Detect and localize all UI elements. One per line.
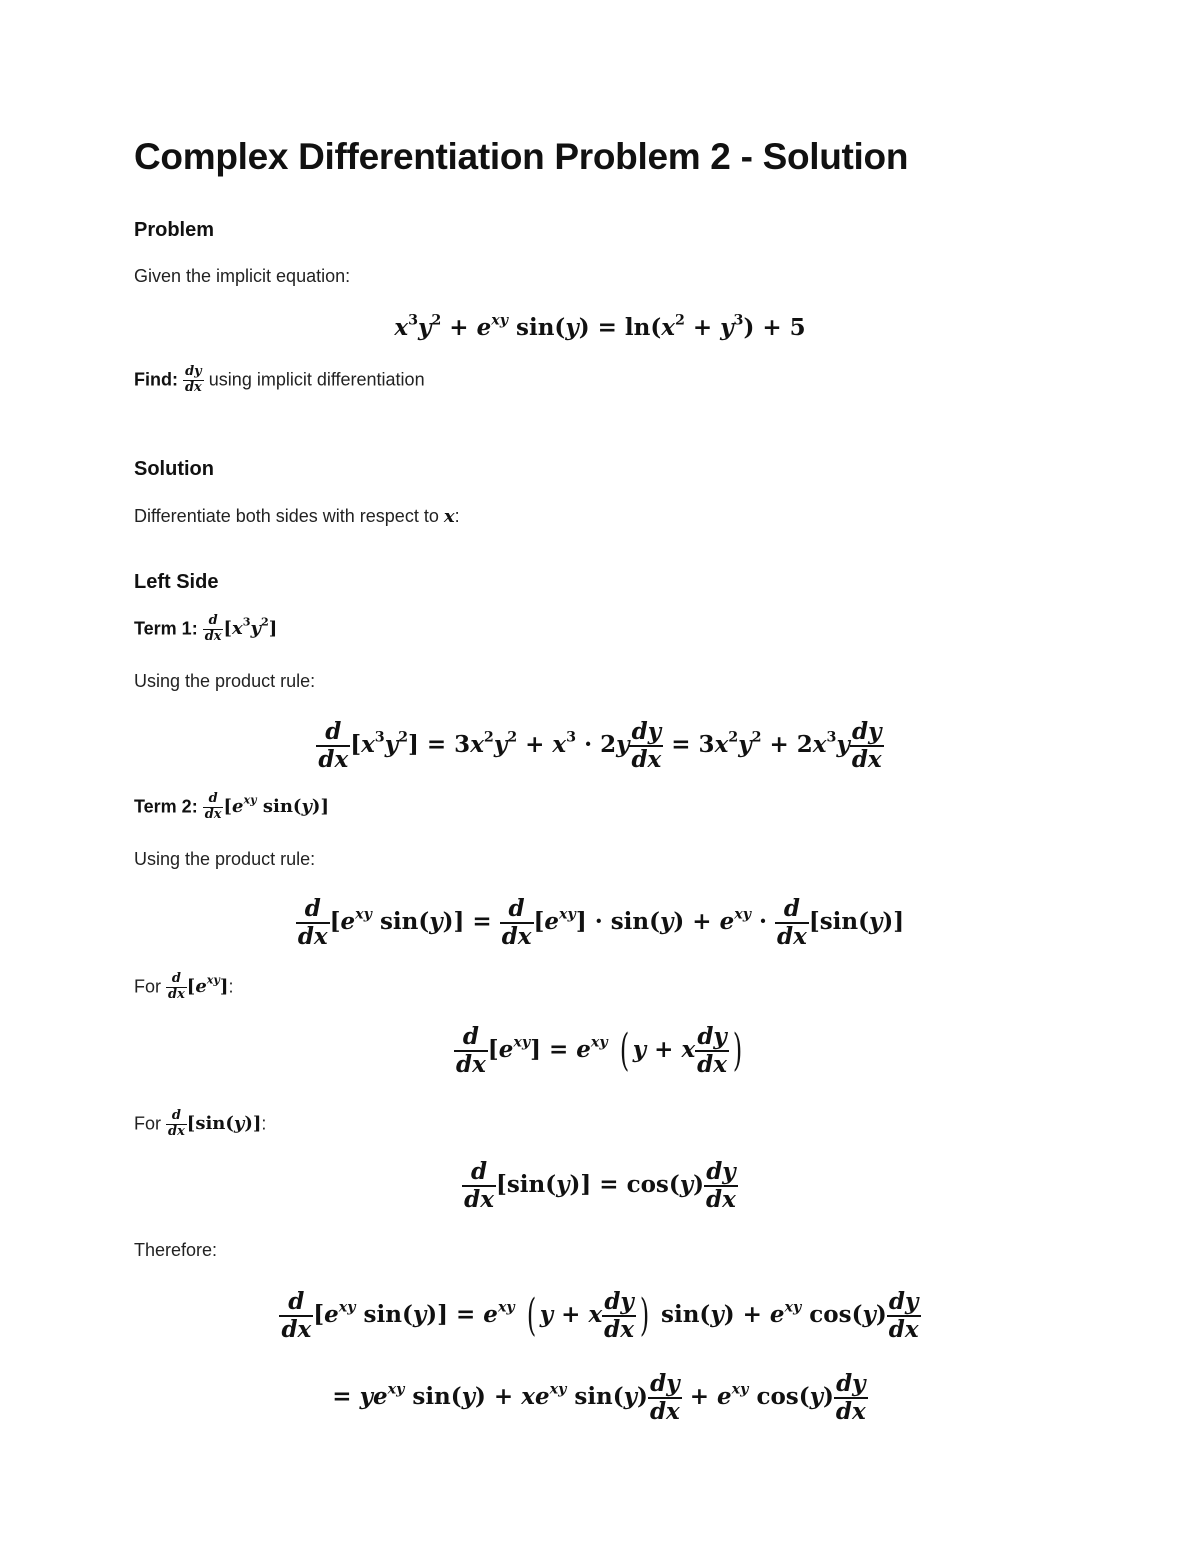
term2-line [134,793,329,822]
term2-product-rule-equation: $\frac{d}{dx}$ [$e^{xy}$ sin(y)] = $\frac{d}{dx}$ $[e^{xy}] \cdot \sin(y) + e^{xy}$ · $\frac{d}{dx}$ [sin(y)] [297,895,905,951]
for-siny-line [134,1110,266,1139]
solution-intro [134,506,460,527]
find-text: using implicit differentiation [208,369,425,390]
for-exy-line [134,973,233,1002]
implicit-equation: $x^3y^2 + e^{xy}$ $\sin(y) = \ln(x^2 + y^3) + 5$ [394,312,806,341]
term1-expression: $\frac{d}{dx}$ $[x^3y^2]$ [204,613,278,644]
find-line [134,366,425,395]
left-side-heading: Left Side [134,571,219,593]
page-title: Complex Differentiation Problem 2 - Solution [134,136,909,177]
term1-rule: Using the product rule: [134,671,316,691]
for-label-2: For [134,1113,161,1134]
for-siny-expression: $\frac{d}{dx}$ [sin(y)] [168,1108,262,1139]
problem-heading: Problem [134,219,215,241]
solution-intro-end: : [454,506,460,526]
exy-derivative-equation: $\frac{d}{dx}$ $[e^{xy}] = e^{xy}$ ( y + x $\frac{dy}{dx}$ ) [456,1023,743,1079]
term2-rule: Using the product rule: [134,849,316,869]
solution-heading: Solution [134,458,214,480]
term1-derivative-equation: $\frac{d}{dx}$ $[x^3y^2] = 3x^2y^2 + x^3 \cdot 2y$ $\frac{dy}{dx}$ = $3x^2y^2 + 2x^3y$ $\frac{dy}{dx}$ [318,718,882,774]
therefore-text: Therefore: [134,1240,218,1260]
find-label: Find: [134,369,178,390]
term1-label: Term 1: [134,618,198,639]
variable-x: x [443,506,455,527]
term2-expression: $\frac{d}{dx}$ [$e^{xy}$ sin(y)] [204,791,329,822]
term1-line [134,615,277,644]
solution-intro-text: Differentiate both sides with respect to [134,506,439,526]
term2-expanded-equation: = $ye^{xy}$ $\sin(y) + xe^{xy}$ sin(y) $\frac{dy}{dx}$ + $e^{xy}$ cos(y) $\frac{dy}{dx}$ [332,1370,866,1426]
dy-dx-fraction: $\frac{dy}{dx}$ [185,364,202,395]
siny-derivative-equation: $\frac{d}{dx}$ [sin(y)] = cos(y) $\frac{dy}{dx}$ [464,1158,736,1214]
for-colon-2: : [261,1113,267,1134]
problem-intro: Given the implicit equation: [134,266,351,286]
for-label-1: For [134,976,161,997]
for-exy-expression: $\frac{d}{dx}$ $[e^{xy}]$ [168,971,229,1002]
term2-combined-equation: $\frac{d}{dx}$ [$e^{xy}$ $\sin(y)] = e^{xy}$ ( y + x $\frac{dy}{dx}$ ) $\sin(y) + e^{xy}$ cos(y) $\frac{dy}{dx}$ [281,1288,919,1344]
for-colon-1: : [228,976,234,997]
term2-label: Term 2: [134,796,198,817]
